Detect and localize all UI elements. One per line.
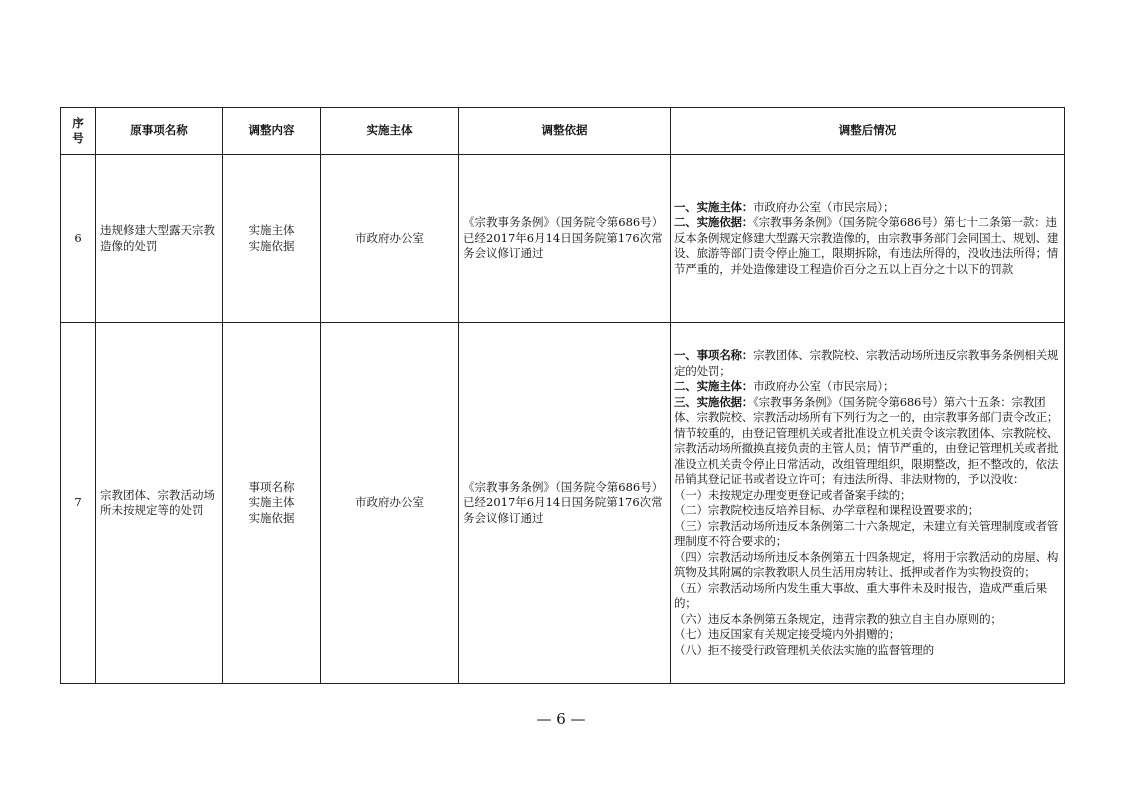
detail-line: 三、实施依据：《宗教事务条例》（国务院令第686号）第六十五条：宗教团体、宗教院校、宗教活动场所有下列行为之一的，由宗教事务部门责令改正；情节较重的，由登记管理机关或者批准设立机关责令该宗教团体、宗教院校、宗教活动场所撤换直接负责的主管人员；情节严重的，由登记管理机关或者批准设立机关责令停止日常活动，改组管理组织，限期整改，拒不整改的，依法吊销其登记证书或者设立许可；有违法所得、非法财物的，予以没收： [674,394,1059,486]
detail-line: 一、实施主体：市政府办公室（市民宗局）； [674,199,895,214]
row-no: 7 [61,323,96,684]
page-number: — 6 — [536,710,586,728]
table-row [61,155,1065,323]
detail-line: 一、事项名称：宗教团体、宗教院校、宗教活动场所违反宗教事务条例相关规定的处罚； [674,348,1059,378]
header-adjust: 调整内容 [223,108,321,155]
adjustment-table [60,107,1065,684]
detail-line: （六）违反本条例第五条规定，违背宗教的独立自主自办原则的； [674,611,1002,626]
header-basis: 调整依据 [459,108,671,155]
row-basis: 《宗教事务条例》（国务院令第686号）已经2017年6月14日国务院第176次常务会议修订通过 [459,323,671,684]
row-subject: 市政府办公室 [321,155,459,323]
detail-line: （三）宗教活动场所违反本条例第二十六条规定，未建立有关管理制度或者管理制度不符合要求的； [674,518,1059,548]
adjust-item: 实施主体 [248,495,295,510]
row-no: 6 [61,155,96,323]
detail-line: （四）宗教活动场所违反本条例第五十四条规定，将用于宗教活动的房屋、构筑物及其附属的宗教教职人员生活用房转让、抵押或者作为实物投资的； [674,549,1059,579]
row-detail [671,323,1065,684]
adjust-item: 事项名称 [248,479,295,494]
header-subject: 实施主体 [321,108,459,155]
row-basis: 《宗教事务条例》（国务院令第686号）已经2017年6月14日国务院第176次常务会议修订通过 [459,155,671,323]
row-name: 宗教团体、宗教活动场所未按规定等的处罚 [96,323,223,684]
table-row [61,323,1065,684]
detail-line: （八）拒不接受行政管理机关依法实施的监督管理的 [674,642,934,657]
header-no: 序号 [61,108,96,155]
header-detail: 调整后情况 [671,108,1065,155]
row-adjust [223,323,321,684]
row-adjust [223,155,321,323]
detail-line: （七）违反国家有关规定接受境内外捐赠的； [674,627,900,641]
detail-line: （五）宗教活动场所内发生重大事故、重大事件未及时报告，造成严重后果的； [674,580,1047,610]
detail-line: （一）未按规定办理变更登记或者备案手续的； [674,487,912,502]
row-name: 违规修建大型露天宗教造像的处罚 [96,155,223,323]
row-detail [671,155,1065,323]
row-subject: 市政府办公室 [321,323,459,684]
detail-line: （二）宗教院校违反培养目标、办学章程和课程设置要求的； [674,503,980,517]
detail-line: 二、实施依据：《宗教事务条例》（国务院令第686号）第七十二条第一款：违反本条例规定修建大型露天宗教造像的，由宗教事务部门会同国土、规划、建设、旅游等部门责令停止施工，限期拆除，有违法所得的，没收违法所得；情节严重的，并处造像建设工程造价百分之五以上百分之十以下的罚款 [674,215,1059,276]
header-row [61,108,1065,155]
adjust-item: 实施主体 [248,223,295,237]
header-name: 原事项名称 [96,108,223,155]
detail-line: 二、实施主体：市政府办公室（市民宗局）； [674,379,895,393]
adjust-item: 实施依据 [248,238,295,253]
adjust-item: 实施依据 [248,510,295,525]
